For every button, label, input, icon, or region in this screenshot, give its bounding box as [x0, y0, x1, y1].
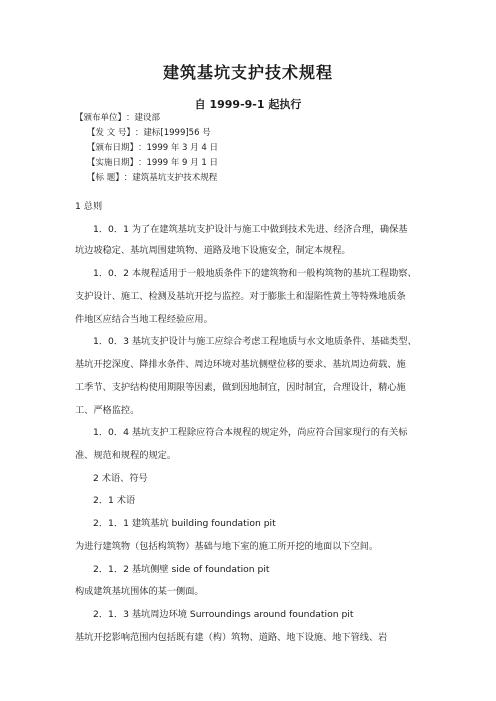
meta-value: ：建设部	[126, 113, 161, 123]
meta-value: ：建筑基坑支护技术规程	[123, 173, 218, 183]
paragraph-line: 构成建筑基坑围体的某一侧面。	[75, 586, 204, 597]
paragraph-line: 准、规范和规程的规定。	[75, 450, 177, 461]
paragraph-line: 件地区应结合当地工程经验应用。	[75, 314, 213, 325]
paragraph-line: 1．0．2 本规程适用于一般地质条件下的建筑物和一般构筑物的基坑工程勘察、	[93, 268, 417, 279]
paragraph-line: 支护设计、施工、检测及基坑开挖与监控。对于膨胀土和湿陷性黄土等特殊地质条	[75, 291, 406, 302]
paragraph-line: 基坑开挖影响范围内包括既有建（构）筑物、道路、地下设施、地下管线、岩	[75, 632, 388, 643]
meta-value: ：1999 年 3 月 4 日	[138, 143, 218, 153]
term-heading: 2．1．1 建筑基坑 building foundation pit	[93, 518, 276, 529]
document-subtitle: 自 1999-9-1 起执行	[194, 98, 302, 111]
meta-label: 【标 题】	[87, 173, 124, 183]
paragraph-line: 基坑开挖深度、降排水条件、周边环境对基坑侧壁位移的要求、基坑周边荷载、施	[75, 359, 406, 370]
meta-value: ：建标[1999]56 号	[134, 128, 211, 138]
section-heading: 2 术语、符号	[93, 473, 148, 484]
meta-row	[87, 142, 218, 154]
meta-row	[87, 172, 217, 184]
paragraph-line: 工季节、支护结构使用期限等因素，做到因地制宜，因时制宜，合理设计，精心施	[75, 382, 406, 393]
section-heading: 1 总则	[75, 201, 103, 212]
term-heading: 2．1．2 基坑侧壁 side of foundation pit	[93, 564, 270, 575]
document-title: 建筑基坑支护技术规程	[162, 63, 333, 82]
paragraph-line: 1．0．3 基坑支护设计与施工应综合考虑工程地质与水文地质条件、基础类型、	[93, 336, 417, 347]
paragraph-line: 1．0．4 基坑支护工程除应符合本规程的规定外，尚应符合国家现行的有关标	[93, 427, 408, 438]
meta-label: 【颁布单位】	[75, 113, 127, 123]
paragraph-line: 坑边坡稳定、基坑周围建筑物、道路及地下设施安全，制定本规程。	[75, 245, 351, 256]
meta-label: 【发 文 号】	[87, 128, 135, 138]
paragraph-line: 1．0．1 为了在建筑基坑支护设计与施工中做到技术先进、经济合理，确保基	[93, 224, 408, 235]
meta-row	[87, 127, 211, 139]
meta-label: 【颁布日期】	[87, 143, 139, 153]
paragraph-line: 为进行建筑物（包括构筑物）基础与地下室的施工所开挖的地面以下空间。	[75, 541, 379, 552]
term-heading: 2．1．3 基坑周边环境 Surroundings around foundation pit	[93, 609, 354, 620]
meta-value: ：1999 年 9 月 1 日	[138, 158, 218, 168]
meta-label: 【实施日期】	[87, 158, 139, 168]
section-heading: 2．1 术语	[93, 495, 136, 506]
meta-row	[87, 157, 218, 169]
meta-row	[75, 112, 160, 124]
paragraph-line: 工、严格监控。	[75, 405, 140, 416]
